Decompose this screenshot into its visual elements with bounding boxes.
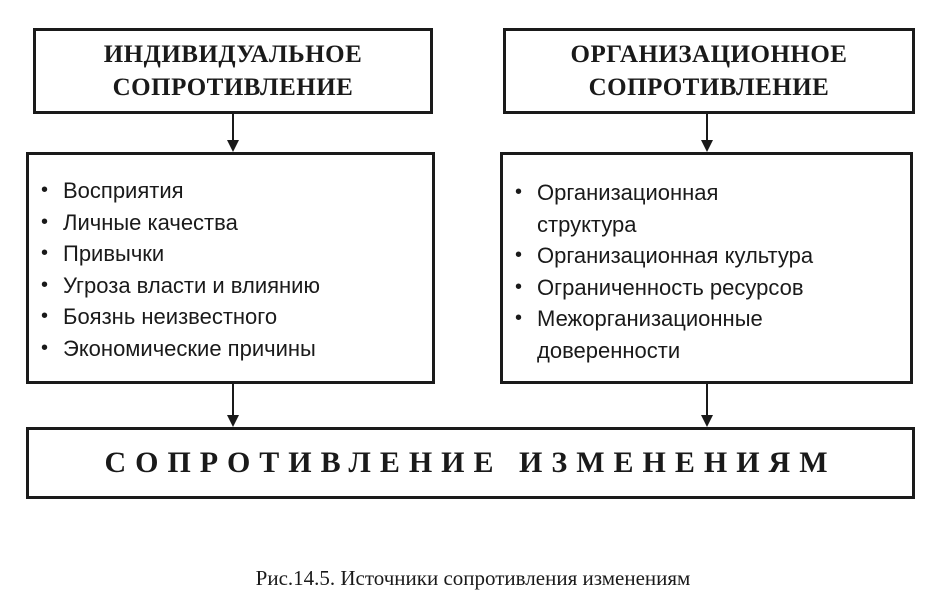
list-item: • Организационная xyxy=(515,177,910,209)
arrowhead-left-bottom xyxy=(227,415,239,427)
list-item-continuation: структура xyxy=(537,211,637,237)
arrowhead-left-top xyxy=(227,140,239,152)
list-item: • Экономические причины xyxy=(41,333,432,365)
list-item-continuation: доверенности xyxy=(537,337,681,363)
list-item: • Межорганизационные xyxy=(515,303,910,335)
resistance-to-change-title: СОПРОТИВЛЕНИЕ ИЗМЕНЕНИЯМ xyxy=(104,446,837,479)
organizational-header-line1: ОРГАНИЗАЦИОННОЕ xyxy=(570,41,848,68)
figure-caption: Рис.14.5. Источники сопротивления изменениям xyxy=(255,566,691,590)
list-item: • Боязнь неизвестного xyxy=(41,301,432,333)
list-item: • Ограниченность ресурсов xyxy=(515,272,910,304)
list-item: • Угроза власти и влиянию xyxy=(41,270,432,302)
list-item: • Восприятия xyxy=(41,175,432,207)
individual-header-line2: СОПРОТИВЛЕНИЕ xyxy=(112,74,354,101)
arrowhead-right-bottom xyxy=(701,415,713,427)
arrowhead-right-top xyxy=(701,140,713,152)
list-item: • Личные качества xyxy=(41,207,432,239)
individual-header-line1: ИНДИВИДУАЛЬНОЕ xyxy=(103,41,363,68)
list-item: • Привычки xyxy=(41,238,432,270)
list-item: • Организационная культура xyxy=(515,240,910,272)
organizational-header-line2: СОПРОТИВЛЕНИЕ xyxy=(588,74,830,101)
